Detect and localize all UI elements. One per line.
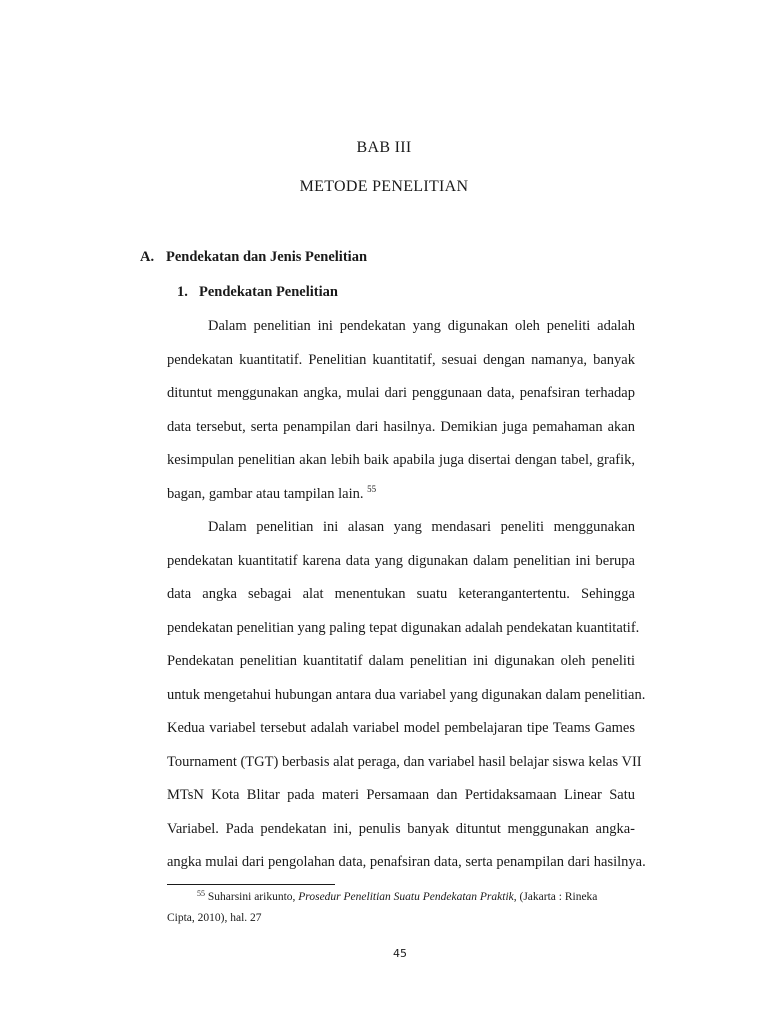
footnote-book-title: Prosedur Penelitian Suatu Pendekatan Praktik [298,891,514,903]
footnote-publication: , (Jakarta : Rineka [513,891,598,903]
paragraph-line: data angka sebagai alat menentukan suatu keterangantertentu. Sehingga [167,586,635,602]
paragraph-line: Dalam penelitian ini pendekatan yang digunakan oleh peneliti adalah [208,318,635,334]
section-marker: A. [140,249,155,265]
footnote-number: 55 [197,889,205,898]
subsection-marker: 1. [177,284,188,300]
paragraph-line: bagan, gambar atau tampilan lain. [167,485,364,502]
paragraph-line: untuk mengetahui hubungan antara dua variabel yang digunakan dalam penelitian. [167,686,646,703]
paragraph-line: MTsN Kota Blitar pada materi Persamaan dan Pertidaksamaan Linear Satu [167,787,635,803]
paragraph-line: Pendekatan penelitian kuantitatif dalam penelitian ini digunakan oleh peneliti [167,653,635,669]
footnote-line-1 [167,887,637,908]
footnote-line-2: Cipta, 2010), hal. 27 [167,912,262,924]
page-number: 45 [393,947,407,960]
paragraph-line: kesimpulan penelitian akan lebih baik apabila juga disertai dengan tabel, grafik, [167,452,635,468]
subsection-title: Pendekatan Penelitian [199,284,338,300]
paragraph-line: pendekatan penelitian yang paling tepat digunakan adalah pendekatan kuantitatif. [167,619,640,636]
footnote [167,887,637,929]
footnote-divider [167,884,335,885]
paragraph-line: pendekatan kuantitatif karena data yang digunakan dalam penelitian ini berupa [167,552,635,569]
paragraph-line: dituntut menggunakan angka, mulai dari penggunaan data, penafsiran terhadap [167,385,635,401]
paragraph-2 [167,511,646,880]
paragraph-line: Dalam penelitian ini alasan yang mendasari peneliti menggunakan [208,519,635,535]
paragraph-line: angka mulai dari pengolahan data, penafsiran data, serta penampilan dari hasilnya. [167,854,646,870]
paragraph-line: pendekatan kuantitatif. Penelitian kuantitatif, sesuai dengan namanya, banyak [167,351,635,368]
footnote-reference[interactable]: 55 [367,483,377,494]
subsection-heading [177,284,338,301]
paragraph-line: Kedua variabel tersebut adalah variabel model pembelajaran tipe Teams Games [167,720,635,736]
paragraph-line: data tersebut, serta penampilan dari hasilnya. Demikian juga pemahaman akan [167,418,635,435]
paragraph-line: Variabel. Pada pendekatan ini, penulis banyak dituntut menggunakan angka- [167,820,635,837]
paragraph-line: Tournament (TGT) berbasis alat peraga, dan variabel hasil belajar siswa kelas VII [167,753,642,770]
section-heading [140,249,367,266]
chapter-title: METODE PENELITIAN [299,178,469,195]
section-title: Pendekatan dan Jenis Penelitian [166,249,368,265]
chapter-number: BAB III [356,139,412,156]
footnote-author: Suharsini arikunto, [207,891,296,903]
paragraph-last-line [167,478,635,512]
paragraph-1 [167,310,635,511]
